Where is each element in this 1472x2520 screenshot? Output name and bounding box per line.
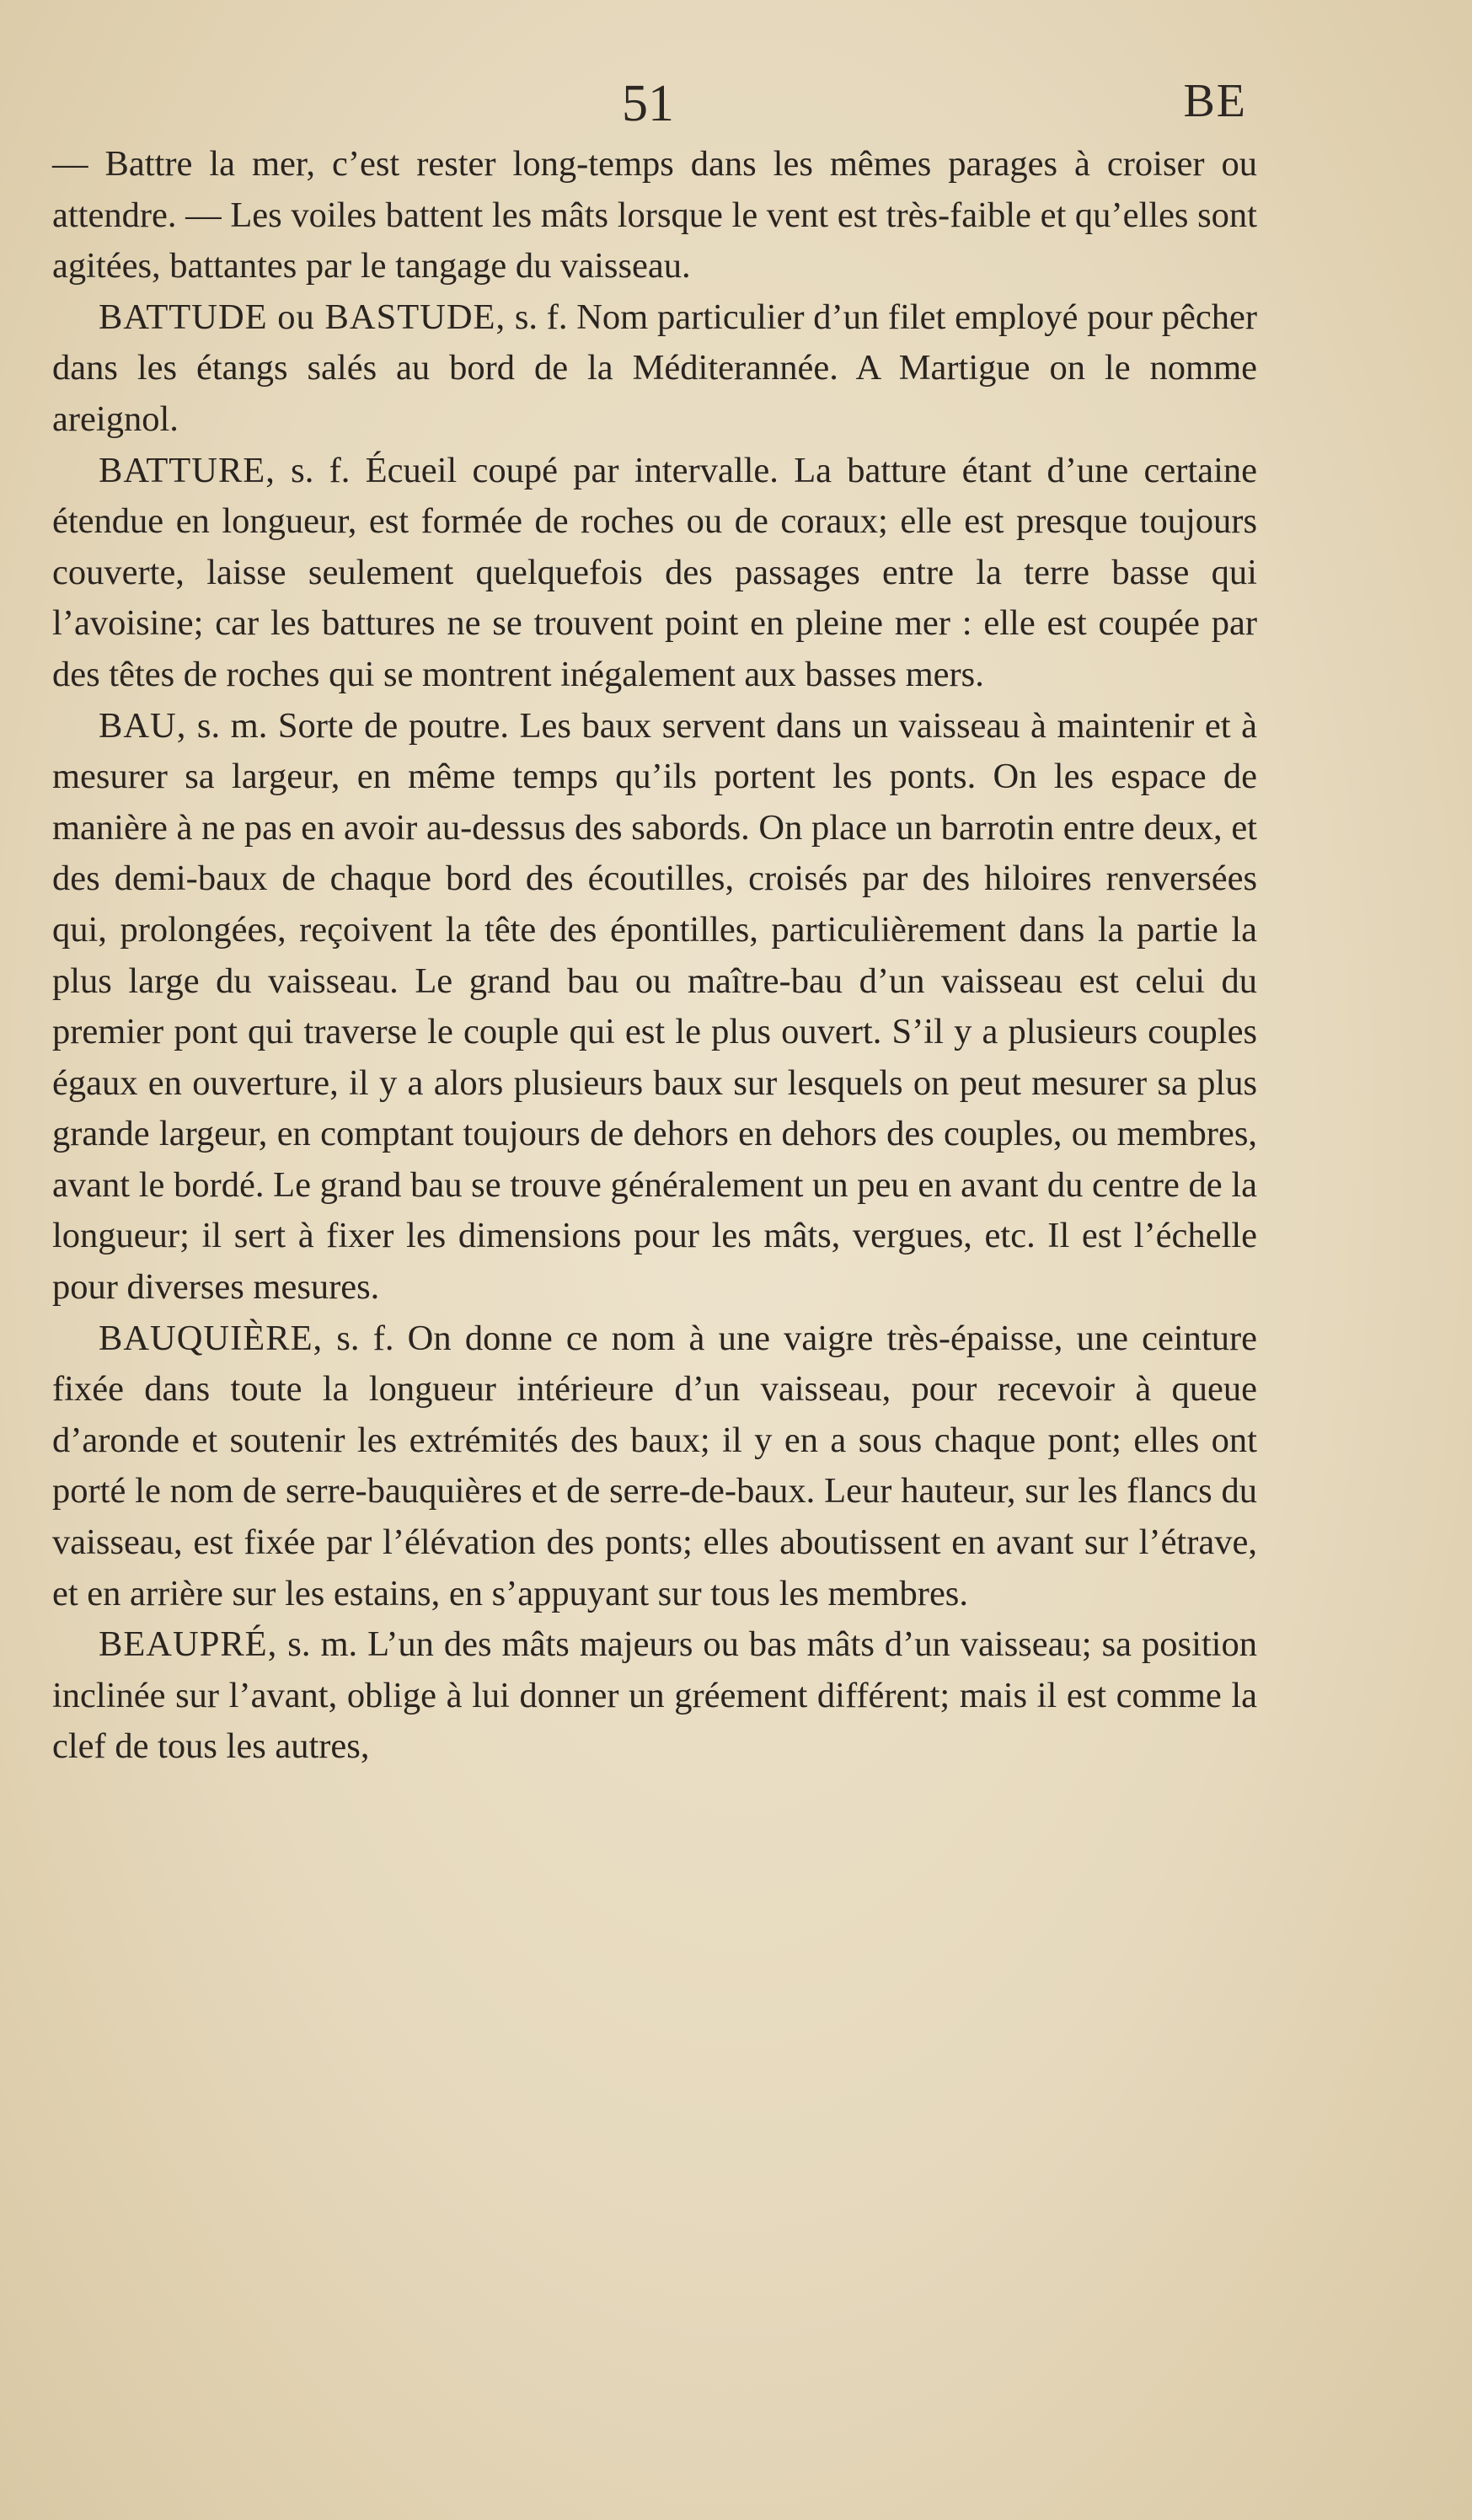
entry-bauquiere bbox=[52, 1314, 1257, 1620]
entry-headword: BATTUDE ou BASTUDE, bbox=[99, 297, 506, 337]
entry-battude bbox=[52, 292, 1257, 446]
entry-text: — Battre la mer, c’est rester long-temps dans les mêmes parages à croiser ou attendre. — Les voiles battent les mâts lorsque le vent est très-faible et qu’elles sont agitées, battantes par le tangage du vaisseau. bbox=[52, 144, 1257, 286]
entry-text: s. m. L’un des mâts majeurs ou bas mâts d’un vaisseau; sa position inclinée sur l’avant, oblige à lui donner un gréement différent; mais il est comme la clef de tous les autres, bbox=[52, 1624, 1257, 1767]
entry-batture bbox=[52, 446, 1257, 701]
entry-headword: BATTURE, bbox=[99, 450, 276, 490]
body-text bbox=[52, 139, 1257, 1773]
entry-text: s. f. Nom particulier d’un filet employé pour pêcher dans les étangs salés au bord de la Méditerannée. A Martigue on le nomme areignol. bbox=[52, 297, 1257, 439]
page-number: 51 bbox=[622, 75, 674, 132]
entry-bau bbox=[52, 701, 1257, 1314]
entry-text: s. f. On donne ce nom à une vaigre très-épaisse, une ceinture fixée dans toute la longueur intérieure d’un vaisseau, pour recevoir à queue d’aronde et soutenir les extrémités des baux; il y en a sous chaque pont; elles ont porté le nom de serre-bauquières et de serre-de-baux. Leur hauteur, sur les flancs du vaisseau, est fixée par l’élévation des ponts; elles aboutissent en avant sur l’étrave, et en arrière sur les estains, en s’appuyant sur tous les membres. bbox=[52, 1318, 1257, 1613]
entry-text: s. m. Sorte de poutre. Les baux servent dans un vaisseau à maintenir et à mesurer sa largeur, en même temps qu’ils portent les ponts. On les espace de manière à ne pas en avoir au-dessus des sabords. On place un barrotin entre deux, et des demi-baux de chaque bord des écoutilles, croisés par des hiloires renversées qui, prolongées, reçoivent la tête des épontilles, particulièrement dans la partie la plus large du vaisseau. Le grand bau ou maître-bau d’un vaisseau est celui du premier pont qui traverse le couple qui est le plus ouvert. S’il y a plusieurs couples égaux en ouverture, il y a alors plusieurs baux sur lesquels on peut mesurer sa plus grande largeur, en comptant toujours de dehors en dehors des couples, ou membres, avant le bordé. Le grand bau se trouve généralement un peu en avant du centre de la longueur; il sert à fixer les dimensions pour les mâts, vergues, etc. Il est l’échelle pour diverses mesures. bbox=[52, 705, 1257, 1308]
entry-headword: BAUQUIÈRE, bbox=[99, 1318, 324, 1358]
entry-beaupre bbox=[52, 1619, 1257, 1773]
page-header bbox=[93, 74, 1247, 142]
entry-headword: BAU, bbox=[99, 705, 187, 746]
entry-headword: BEAUPRÉ, bbox=[99, 1624, 278, 1665]
paragraph-battre-la-mer bbox=[52, 139, 1257, 292]
entry-text: s. f. Écueil coupé par intervalle. La batture étant d’une certaine étendue en longueur, est formée de roches ou de coraux; elle est presque toujours couverte, laisse seulement quelquefois des passages entre la terre basse qui l’avoisine; car les battures ne se trouvent point en pleine mer : elle est coupée par des têtes de roches qui se montrent inégalement aux basses mers. bbox=[52, 450, 1257, 694]
running-head: BE bbox=[1183, 75, 1247, 127]
